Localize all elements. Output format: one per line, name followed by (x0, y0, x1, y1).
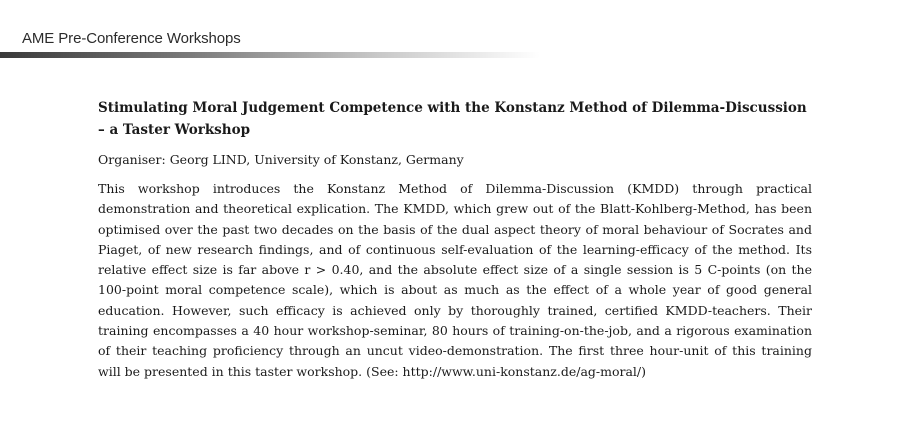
article (98, 97, 812, 382)
header-rule (0, 52, 540, 58)
article-title: Stimulating Moral Judgement Competence with the Konstanz Method of Dilemma-Discussion – a Taster Workshop (98, 100, 807, 138)
running-header: AME Pre-Conference Workshops (22, 30, 241, 47)
organiser-line: Organiser: Georg LIND, University of Konstanz, Germany (98, 152, 464, 167)
abstract-text: This workshop introduces the Konstanz Method of Dilemma-Discussion (KMDD) through practical demonstration and theoretical explication. The KMDD, which grew out of the Blatt-Kohlberg-Method, has been optimised over the past two decades on the basis of the dual aspect theory of moral behaviour of Socrates and Piaget, of new research findings, and of continuous self-evaluation of the learning-efficacy of the method. Its relative effect size is far above r > 0.40, and the absolute effect size of a single session is 5 C-points (on the 100-point moral competence scale), which is about as much as the effect of a whole year of good general education. However, such efficacy is achieved only by thoroughly trained, certified KMDD-teachers. Their training encompasses a 40 hour workshop-seminar, 80 hours of training-on-the-job, and a rigorous examination of their teaching proficiency through an uncut video-demonstration. The first three hour-unit of this training will be presented in this taster workshop. (See: http://www.uni-konstanz.de/ag-moral/) (98, 181, 812, 379)
